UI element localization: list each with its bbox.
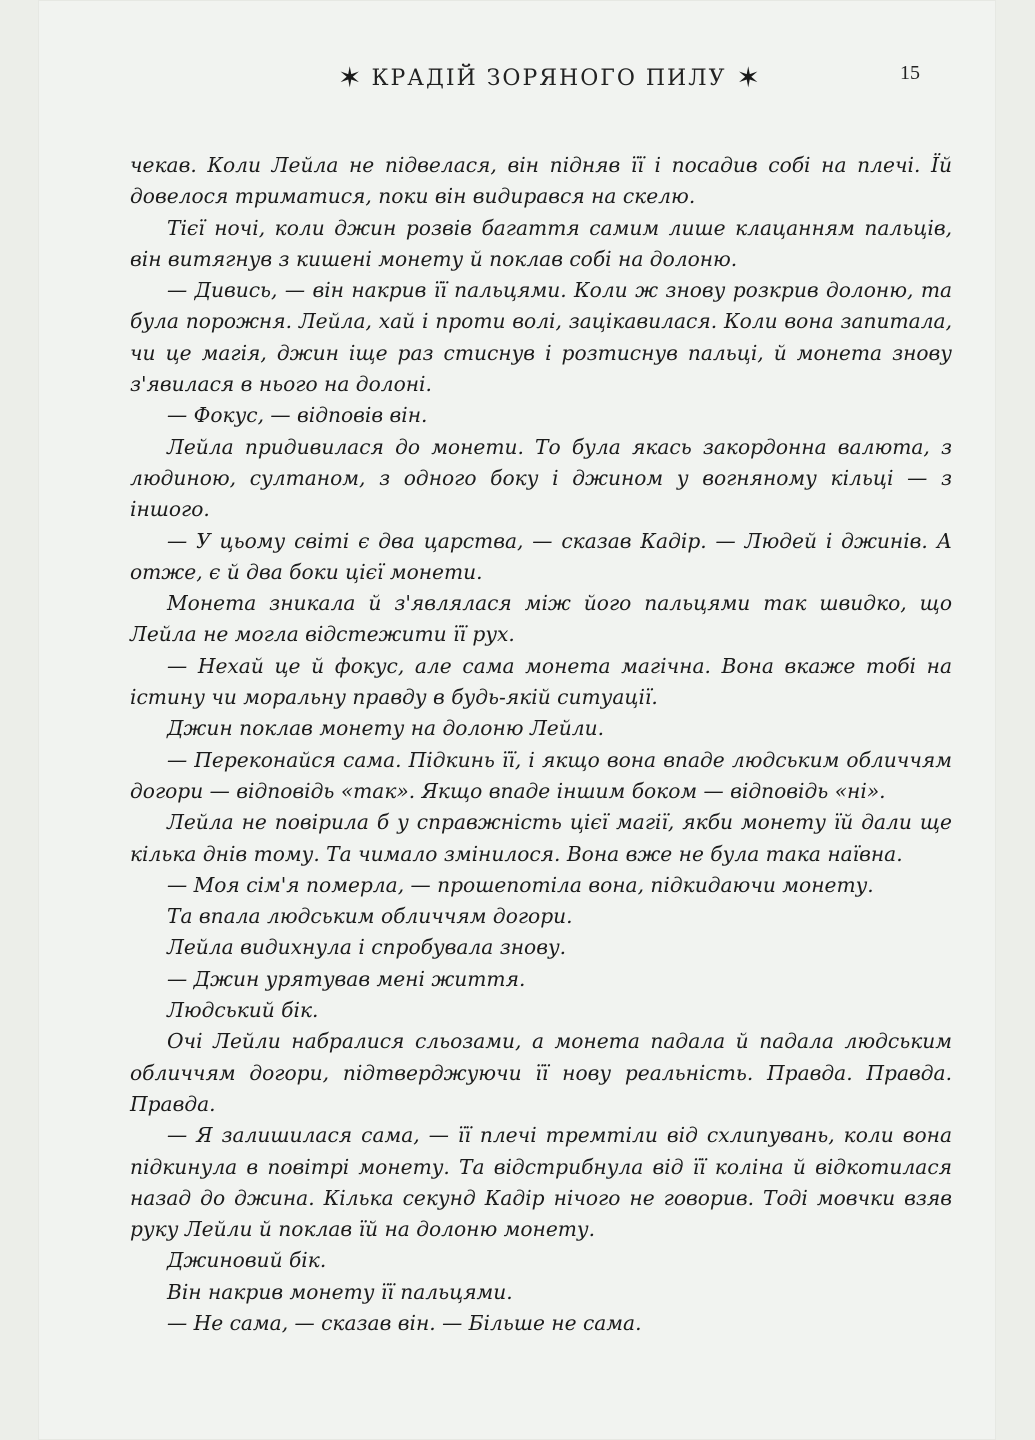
running-header — [338, 60, 760, 96]
star-left-icon: ✶ — [338, 61, 362, 94]
paragraph: — Не сама, — сказав він. — Більше не сама. — [167, 1310, 642, 1335]
paragraph: Він накрив монету її пальцями. — [167, 1279, 513, 1304]
paragraph: — Я залишилася сама, — її плечі тремтіли від схлипувань, коли вона підкинула в повітрі монету. Та відстрибнула від її коліна й відкотилася назад до джина. Кілька секунд Кадір нічого не говорив. Тоді мовчки взяв руку Лейли й поклав їй на долоню монету. — [130, 1123, 952, 1242]
page-number: 15 — [900, 62, 920, 84]
paragraph: Очі Лейли набралися сльозами, а монета падала й падала людським обличчям догори, підтверджуючи її нову реальність. Правда. Правда. Правда. — [130, 1029, 952, 1116]
book-page — [38, 0, 996, 1440]
paragraph: Лейла не повірила б у справжність цієї магії, якби монету їй дали ще кілька днів тому. Та чимало змінилося. Вона вже не була така наївна. — [130, 810, 952, 866]
paragraph: чекав. Коли Лейла не підвелася, він підняв її і посадив собі на плечі. Їй довелося триматися, поки він видирався на скелю. — [130, 153, 952, 209]
paragraph: Лейла придивилася до монети. То була якась закордонна валюта, з людиною, султаном, з одного боку і джином у вогняному кільці — з іншого. — [130, 434, 952, 522]
paragraph: Джиновий бік. — [167, 1248, 327, 1273]
paragraph: Монета зникала й з'являлася між його пальцями так швидко, що Лейла не могла відстежити її рух. — [130, 591, 952, 647]
body-text — [130, 150, 952, 1339]
paragraph: — У цьому світі є два царства, — сказав Кадір. — Людей і джинів. А отже, є й два боки цієї монети. — [130, 528, 952, 584]
paragraph: — Переконайся сама. Підкинь її, і якщо вона впаде людським обличчям догори — відповідь «так». Якщо впаде іншим боком — відповідь «ні». — [130, 747, 952, 803]
paragraph: — Фокус, — відповів він. — [167, 403, 428, 428]
paragraph: Та впала людським обличчям догори. — [167, 904, 573, 929]
paragraph: — Моя сім'я померла, — прошепотіла вона, підкидаючи монету. — [167, 872, 874, 897]
paragraph: Тієї ночі, коли джин розвів багаття самим лише клацанням пальців, він витягнув з кишені монету й поклав собі на долоню. — [130, 215, 952, 271]
star-right-icon: ✶ — [736, 61, 760, 94]
paragraph: Лейла видихнула і спробувала знову. — [167, 935, 567, 960]
paragraph: — Нехай це й фокус, але сама монета магічна. Вона вкаже тобі на істину чи моральну правду в будь-якій ситуації. — [130, 653, 952, 710]
paragraph: Джин поклав монету на долоню Лейли. — [167, 716, 605, 741]
paragraph: — Дивись, — він накрив її пальцями. Коли ж знову розкрив долоню, та була порожня. Лейла, хай і проти волі, зацікавилася. Коли вона запитала, чи це магія, джин іще раз стиснув і розтиснув пальці, й монета знову з'явилася в нього на долоні. — [130, 278, 952, 397]
book-title: КРАДІЙ ЗОРЯНОГО ПИЛУ — [371, 65, 727, 91]
paragraph: Людський бік. — [167, 998, 319, 1023]
paragraph: — Джин урятував мені життя. — [167, 966, 526, 991]
